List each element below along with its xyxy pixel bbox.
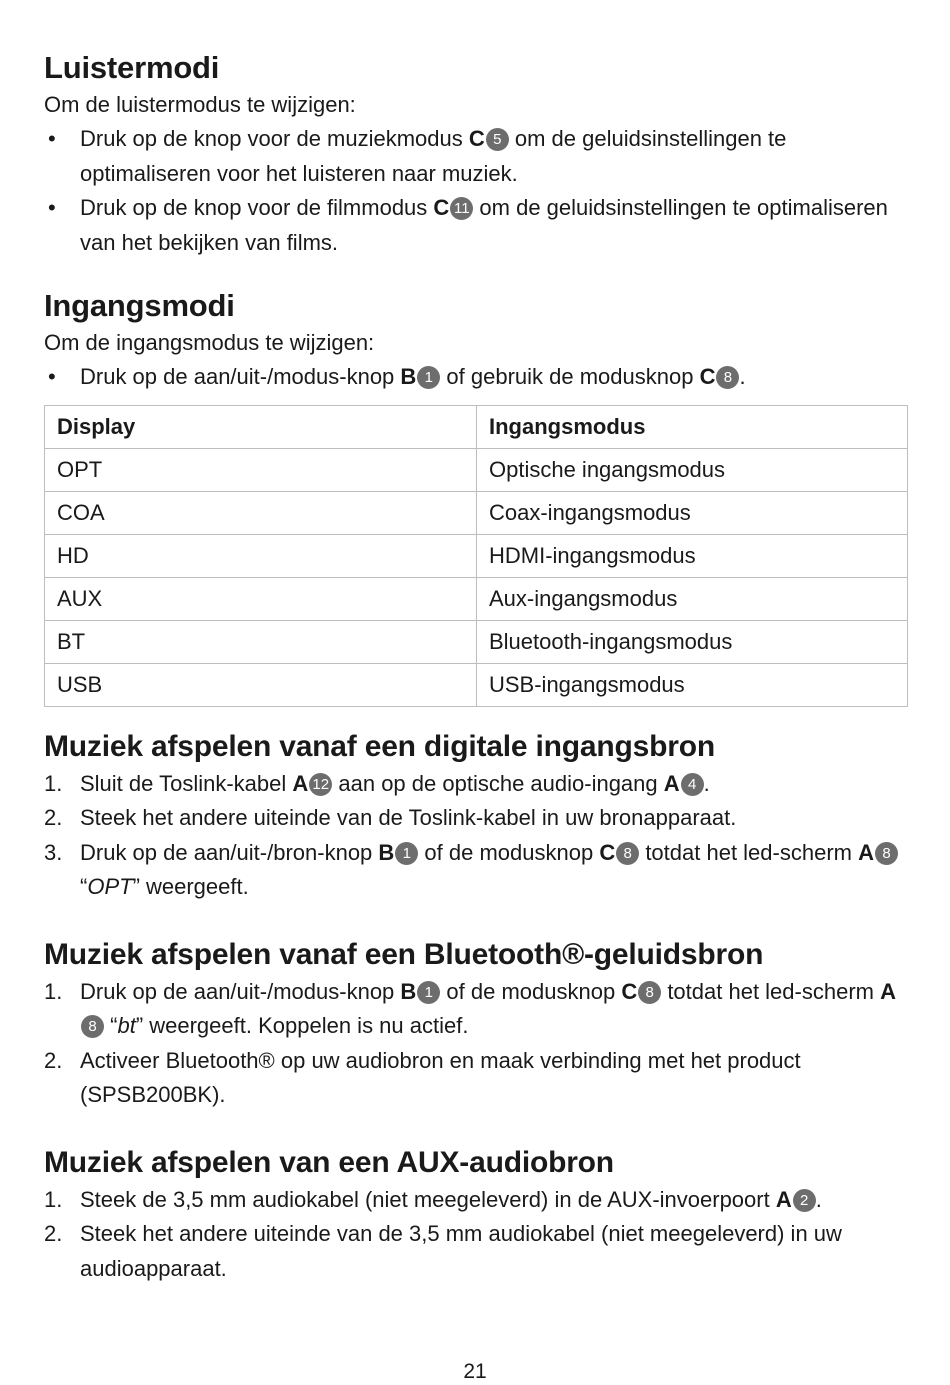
list-item: • Druk op de knop voor de filmmodus C 11 om de geluidsinstellingen te optimaliseren van het bekijken van films. [44,191,908,260]
listening-modes-list [44,122,908,260]
part-number-badge: 4 [681,773,704,796]
part-ref-letter: A [858,839,874,865]
part-number-badge: 8 [616,842,639,865]
step-number: 1. [44,1186,63,1212]
table-cell: USB [45,663,477,706]
part-ref-letter: A [880,978,896,1004]
table-row [45,620,908,663]
step-number: 2. [44,1221,63,1246]
page-number: 21 [463,1360,487,1383]
part-number-badge: 8 [716,366,739,389]
list-item: 2. Activeer Bluetooth® op uw audiobron en maak verbinding met het product (SPSB200BK). [44,1044,908,1113]
table-cell: Bluetooth-ingangsmodus [477,620,908,663]
part-number-badge: 1 [417,366,440,389]
table-cell: Aux-ingangsmodus [477,577,908,620]
part-number-badge: 1 [417,981,440,1004]
digital-input-heading: Muziek afspelen vanaf een digitale ingangsbron [44,729,715,763]
part-ref-letter: A [292,770,309,796]
listening-modes-heading: Luistermodi [44,50,220,85]
list-item: 1. Sluit de Toslink-kabel A 12 aan op de optische audio-ingang A 4 . [44,767,908,802]
part-ref-letter: B [400,364,417,389]
manual-page [44,48,908,1286]
input-modes-list [44,360,908,395]
table-header-cell: Display [45,405,477,448]
bluetooth-steps [44,975,908,1113]
part-number-badge: 8 [638,981,661,1004]
part-number-badge: 8 [875,842,898,865]
part-ref-letter: C [699,364,716,389]
listening-modes-section [44,48,908,260]
table-row [45,577,908,620]
table-cell: USB-ingangsmodus [477,663,908,706]
digital-input-section [44,727,908,905]
table-header-cell: Ingangsmodus [477,405,908,448]
input-modes-heading: Ingangsmodi [44,288,235,323]
table-cell: Optische ingangsmodus [477,448,908,491]
part-number-badge: 8 [81,1015,104,1038]
table-cell: HD [45,534,477,577]
table-header-row [45,405,908,448]
input-modes-section [44,286,908,707]
table-cell: Coax-ingangsmodus [477,491,908,534]
list-item: 2. Steek het andere uiteinde van de 3,5 mm audiokabel (niet meegeleverd) in uw audioapparaat. [44,1217,908,1286]
table-cell: HDMI-ingangsmodus [477,534,908,577]
part-ref-letter: B [378,839,395,865]
digital-input-steps [44,767,908,905]
table-cell: BT [45,620,477,663]
part-ref-letter: C [599,839,616,865]
input-modes-intro: Om de ingangsmodus te wijzigen: [44,330,375,355]
list-item: 2. Steek het andere uiteinde van de Toslink-kabel in uw bronapparaat. [44,801,908,836]
part-ref-letter: C [468,126,485,151]
list-item: 3. Druk op de aan/uit-/bron-knop B 1 of de modusknop C 8 totdat het led-scherm A 8 “OPT” weergeeft. [44,836,908,905]
part-ref-letter: A [775,1186,792,1212]
part-number-badge: 11 [450,197,473,220]
input-modes-table [44,405,908,707]
aux-steps [44,1183,908,1287]
list-item: • Druk op de knop voor de muziekmodus C 5 om de geluidsinstellingen te optimaliseren voor het luisteren naar muziek. [44,122,908,191]
part-ref-letter: C [621,978,638,1004]
aux-section [44,1143,908,1287]
part-number-badge: 5 [486,128,509,151]
table-row [45,534,908,577]
part-number-badge: 2 [793,1189,816,1212]
list-item: 1. Steek de 3,5 mm audiokabel (niet meegeleverd) in de AUX-invoerpoort A 2 . [44,1183,908,1218]
table-cell: OPT [45,448,477,491]
bluetooth-section [44,935,908,1113]
step-number: 1. [44,770,63,796]
display-code: OPT [87,874,133,899]
list-item: 1. Druk op de aan/uit-/modus-knop B 1 of de modusknop C 8 totdat het led-scherm A8 “bt” weergeeft. Koppelen is nu actief. [44,975,908,1044]
table-row [45,491,908,534]
listening-modes-intro: Om de luistermodus te wijzigen: [44,92,356,117]
display-code: bt [117,1013,136,1038]
list-item: • Druk op de aan/uit-/modus-knop B 1 of gebruik de modusknop C 8 . [44,360,908,395]
table-cell: AUX [45,577,477,620]
part-ref-letter: A [663,770,680,796]
table-row [45,448,908,491]
table-row [45,663,908,706]
step-number: 3. [44,839,63,865]
step-number: 2. [44,1047,63,1073]
part-number-badge: 12 [309,773,332,796]
aux-heading: Muziek afspelen van een AUX-audiobron [44,1145,614,1179]
part-ref-letter: B [400,978,417,1004]
step-number: 1. [44,978,63,1004]
bluetooth-heading: Muziek afspelen vanaf een Bluetooth®-geluidsbron [44,937,764,971]
part-ref-letter: C [433,195,450,220]
part-number-badge: 1 [395,842,418,865]
step-number: 2. [44,805,63,830]
table-cell: COA [45,491,477,534]
